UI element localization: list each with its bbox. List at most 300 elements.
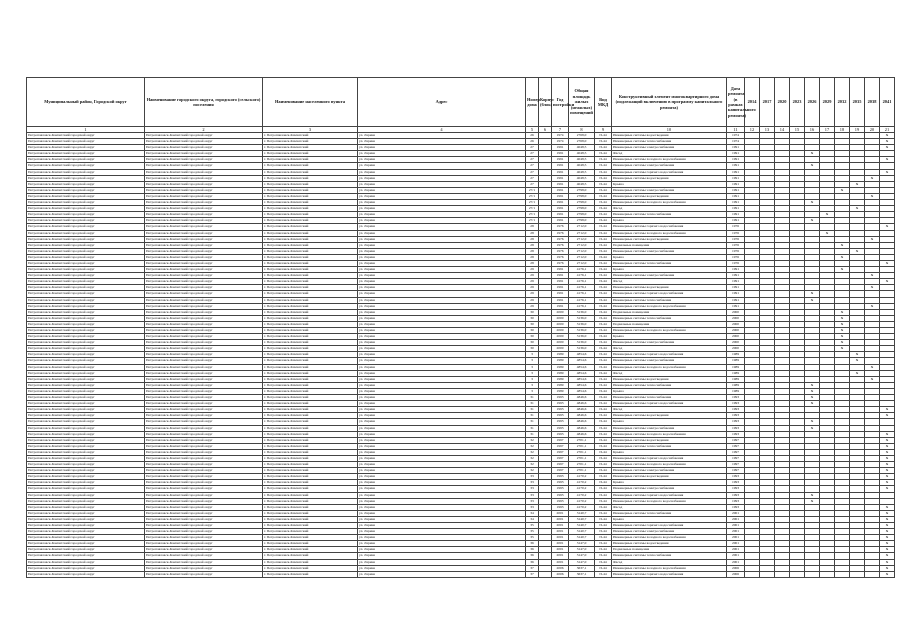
table-cell: 1991 [727,303,745,309]
table-cell: Инженерные системы теплоснабжения [612,260,727,266]
table-cell: Инженерные системы теплоснабжения [612,382,727,388]
year-mark-cell: X [835,334,850,340]
table-cell: г. Петропавловск-Камчатский [263,486,358,492]
table-cell: 1976 [727,254,745,260]
table-cell: Инженерные системы водоотведения [612,175,727,181]
table-cell: Подвальные помещения [612,321,727,327]
table-cell: П-44 [595,169,612,175]
table-cell: ул. Ларина [358,291,526,297]
table-cell: Петропавловск-Камчатский городской округ [27,510,145,516]
table-cell: г. Петропавловск-Камчатский [263,309,358,315]
table-cell: 2000 [552,346,569,352]
table-cell: 3136,0 [569,346,595,352]
table-cell: П-44 [595,443,612,449]
table-cell: Инженерные системы электроснабжения [612,273,727,279]
table-cell: 3637,1 [569,565,595,571]
table-cell: 1991 [727,279,745,285]
table-cell: 4048,5 [569,181,595,187]
table-cell: 1991 [727,200,745,206]
table-cell: ул. Ларина [358,328,526,334]
table-cell: 1991 [552,206,569,212]
table-cell: 30 [526,346,539,352]
table-cell: Инженерные системы горячего водоснабжения [612,571,727,577]
table-cell: 2006 [552,571,569,577]
table-cell: 1976 [552,248,569,254]
table-cell: 2001 [727,547,745,553]
year-mark-cell: X [865,273,880,279]
table-cell: Инженерные системы холодного водоснабжения [612,565,727,571]
table-cell: Петропавловск-Камчатский городской округ [145,449,263,455]
table-cell: 1976 [552,260,569,266]
table-cell: Петропавловск-Камчатский городской округ [27,346,145,352]
table-cell: Петропавловск-Камчатский городской округ [145,401,263,407]
table-cell: 1976 [727,248,745,254]
table-cell: Петропавловск-Камчатский городской округ [145,529,263,535]
table-cell: Инженерные системы горячего водоснабжения [612,523,727,529]
table-cell: 4846,6 [569,419,595,425]
table-cell: 1991 [552,297,569,303]
table-cell: 2712,0 [569,254,595,260]
year-mark-cell: X [805,498,820,504]
table-cell: г. Петропавловск-Камчатский [263,480,358,486]
table-cell: 2001 [727,535,745,541]
table-cell: г. Петропавловск-Камчатский [263,346,358,352]
year-mark-cell: X [835,242,850,248]
table-cell: г. Петропавловск-Камчатский [263,468,358,474]
table-cell: Петропавловск-Камчатский городской округ [27,565,145,571]
table-cell: 1997 [727,443,745,449]
table-cell: 1991 [727,291,745,297]
table-cell: ул. Ларина [358,468,526,474]
table-cell: Крыша [612,516,727,522]
table-cell: П-44 [595,565,612,571]
table-cell: 4846,6 [569,395,595,401]
year-mark-cell [775,571,790,577]
table-cell: 31 [526,413,539,419]
table-cell: г. Петропавловск-Камчатский [263,516,358,522]
table-cell: 1997 [727,455,745,461]
table-cell: Петропавловск-Камчатский городской округ [27,340,145,346]
table-cell: ул. Ларина [358,401,526,407]
table-cell: Петропавловск-Камчатский городской округ [145,224,263,230]
table-cell: 2712,0 [569,260,595,266]
year-mark-cell: X [835,321,850,327]
table-cell: 26 [526,139,539,145]
table-cell: 27 [526,157,539,163]
table-cell: 4854,6 [569,358,595,364]
year-mark-cell [850,571,865,577]
table-cell: г. Петропавловск-Камчатский [263,181,358,187]
year-mark-cell: X [880,468,895,474]
table-cell: П-44 [595,431,612,437]
table-cell: 3147,0 [569,547,595,553]
table-cell: Петропавловск-Камчатский городской округ [27,206,145,212]
table-cell: г. Петропавловск-Камчатский [263,474,358,480]
table-cell: П-44 [595,200,612,206]
table-cell: 1993 [727,395,745,401]
table-cell: 2000 [727,309,745,315]
table-cell: ул. Ларина [358,334,526,340]
table-cell: г. Петропавловск-Камчатский [263,200,358,206]
table-cell: г. Петропавловск-Камчатский [263,242,358,248]
table-cell: 30 [526,321,539,327]
table-cell: Петропавловск-Камчатский городской округ [145,516,263,522]
table-cell: 2798,0 [569,206,595,212]
table-cell: Петропавловск-Камчатский городской округ [27,401,145,407]
table-cell: П-44 [595,352,612,358]
table-cell: г. Петропавловск-Камчатский [263,541,358,547]
year-mark-cell: X [850,352,865,358]
table-cell: Петропавловск-Камчатский городской округ [145,498,263,504]
table-cell: ул. Ларина [358,486,526,492]
table-cell: г. Петропавловск-Камчатский [263,413,358,419]
table-cell: г. Петропавловск-Камчатский [263,358,358,364]
table-cell: 2000 [552,340,569,346]
table-cell: 1993 [727,498,745,504]
table-cell: 2000 [552,328,569,334]
table-cell: Петропавловск-Камчатский городской округ [27,364,145,370]
table-cell: Петропавловск-Камчатский городской округ [145,236,263,242]
table-cell: Инженерные системы электроснабжения [612,340,727,346]
table-cell: Инженерные системы горячего водоснабжения [612,291,727,297]
table-cell: Инженерные системы холодного водоснабжения [612,431,727,437]
column-header: 2020 [775,78,790,127]
table-cell: Петропавловск-Камчатский городской округ [145,315,263,321]
table-cell: Петропавловск-Камчатский городской округ [27,297,145,303]
table-cell: 1974 [552,133,569,139]
table-cell: 1993 [552,425,569,431]
table-cell: ул. Ларина [358,200,526,206]
table-cell: Петропавловск-Камчатский городской округ [27,480,145,486]
table-cell: 1991 [552,279,569,285]
table-cell: П-44 [595,230,612,236]
table-cell: 1991 [552,267,569,273]
table-cell: 1993 [552,480,569,486]
table-cell: Петропавловск-Камчатский городской округ [27,212,145,218]
year-mark-cell: X [850,358,865,364]
table-cell: г. Петропавловск-Камчатский [263,443,358,449]
year-mark-cell: X [835,309,850,315]
table-cell: Петропавловск-Камчатский городской округ [145,504,263,510]
table-cell: Петропавловск-Камчатский городской округ [27,462,145,468]
column-number: 17 [820,127,835,133]
table-cell: 30 [526,328,539,334]
table-cell: 3140,7 [569,529,595,535]
table-cell: 2001 [552,510,569,516]
table-cell: г. Петропавловск-Камчатский [263,547,358,553]
table-cell: 3140,7 [569,516,595,522]
table-cell: г. Петропавловск-Камчатский [263,388,358,394]
table-cell: 3136,0 [569,340,595,346]
table-cell: Петропавловск-Камчатский городской округ [145,254,263,260]
table-cell: 3 [526,382,539,388]
table-cell: Петропавловск-Камчатский городской округ [27,236,145,242]
table-cell: Петропавловск-Камчатский городской округ [145,193,263,199]
table-cell: Петропавловск-Камчатский городской округ [145,370,263,376]
table-cell: 1991 [727,175,745,181]
table-cell: 1997 [552,449,569,455]
table-cell: Инженерные системы водоотведения [612,474,727,480]
table-cell: 1997 [727,462,745,468]
table-cell: ул. Ларина [358,419,526,425]
table-cell [539,571,552,577]
table-cell: Петропавловск-Камчатский городской округ [27,279,145,285]
table-cell: 1993 [552,492,569,498]
year-mark-cell: X [835,340,850,346]
table-cell: ул. Ларина [358,559,526,565]
year-mark-cell: X [880,145,895,151]
table-cell: Инженерные системы теплоснабжения [612,395,727,401]
table-cell: 4846,6 [569,401,595,407]
table-cell: 1993 [552,504,569,510]
year-mark-cell: X [880,565,895,571]
year-mark-cell: X [880,455,895,461]
table-cell: 1991 [552,285,569,291]
table-cell: Петропавловск-Камчатский городской округ [27,248,145,254]
table-cell: 1976 [727,236,745,242]
table-cell: Петропавловск-Камчатский городской округ [27,431,145,437]
table-cell: Петропавловск-Камчатский городской округ [145,248,263,254]
table-cell: 30 [526,334,539,340]
table-cell: Петропавловск-Камчатский городской округ [145,181,263,187]
table-cell: П-44 [595,181,612,187]
table-cell: 2712,0 [569,242,595,248]
year-mark-cell: X [880,260,895,266]
table-cell: Петропавловск-Камчатский городской округ [27,529,145,535]
table-cell: Инженерные системы горячего водоснабжения [612,401,727,407]
table-cell: Петропавловск-Камчатский городской округ [145,297,263,303]
table-cell: П-44 [595,242,612,248]
table-cell: 4176,1 [569,267,595,273]
table-cell: Петропавловск-Камчатский городской округ [27,151,145,157]
table-cell: 28 [526,236,539,242]
table-cell: 4048,5 [569,151,595,157]
table-cell: ул. Ларина [358,358,526,364]
table-cell: Петропавловск-Камчатский городской округ [145,285,263,291]
table-cell: 4048,5 [569,145,595,151]
column-number: 14 [775,127,790,133]
table-cell: Петропавловск-Камчатский городской округ [27,407,145,413]
table-cell: П-44 [595,358,612,364]
table-cell: 2701,1 [569,468,595,474]
table-cell: Инженерные системы электроснабжения [612,529,727,535]
table-cell: 1989 [727,382,745,388]
table-cell: 4846,6 [569,407,595,413]
table-cell: 31 [526,431,539,437]
table-cell: 3136,0 [569,321,595,327]
table-cell: П-44 [595,486,612,492]
table-cell: Петропавловск-Камчатский городской округ [27,163,145,169]
table-cell: 2001 [727,529,745,535]
table-cell: П-44 [595,401,612,407]
table-cell: г. Петропавловск-Камчатский [263,315,358,321]
table-cell: П-44 [595,523,612,529]
table-cell: 2768,0 [569,133,595,139]
table-cell: Петропавловск-Камчатский городской округ [27,474,145,480]
table-cell: 1976 [552,230,569,236]
table-cell: Петропавловск-Камчатский городской округ [27,334,145,340]
header-row [27,78,895,127]
table-cell: 2001 [727,523,745,529]
table-cell: 2006 [552,565,569,571]
table-cell: Петропавловск-Камчатский городской округ [145,462,263,468]
table-cell: ул. Ларина [358,273,526,279]
table-cell: Петропавловск-Камчатский городской округ [145,486,263,492]
table-cell: Петропавловск-Камчатский городской округ [145,364,263,370]
year-mark-cell: X [880,553,895,559]
table-cell: 4176,1 [569,297,595,303]
table-cell: 1989 [727,370,745,376]
table-cell: 3 [526,376,539,382]
table-cell: Инженерные системы электроснабжения [612,468,727,474]
table-cell: г. Петропавловск-Камчатский [263,297,358,303]
table-cell: ул. Ларина [358,492,526,498]
table-cell: Петропавловск-Камчатский городской округ [27,200,145,206]
column-header: 2035 [850,78,865,127]
table-cell: 31 [526,407,539,413]
table-cell: 2001 [727,516,745,522]
table-cell: г. Петропавловск-Камчатский [263,510,358,516]
table-cell: Петропавловск-Камчатский городской округ [27,358,145,364]
year-mark-cell: X [880,133,895,139]
table-cell: 2701,1 [569,443,595,449]
table-cell: 1991 [727,285,745,291]
table-cell: ул. Ларина [358,279,526,285]
table-cell: 1991 [552,200,569,206]
table-cell: г. Петропавловск-Камчатский [263,565,358,571]
table-cell: П-44 [595,157,612,163]
table-cell: 2712,0 [569,230,595,236]
column-number: 15 [790,127,805,133]
table-cell: г. Петропавловск-Камчатский [263,571,358,577]
table-cell: П-44 [595,455,612,461]
column-header: Номер дома [526,78,539,127]
table-cell: П-44 [595,370,612,376]
table-cell: ул. Ларина [358,285,526,291]
table-cell: ул. Ларина [358,388,526,394]
table-cell: 27/1 [526,212,539,218]
table-cell: Крыша [612,254,727,260]
table-cell: 1991 [727,169,745,175]
table-cell: 36 [526,547,539,553]
table-cell: 3 [526,358,539,364]
year-mark-cell [760,571,775,577]
table-cell: Петропавловск-Камчатский городской округ [27,498,145,504]
table-cell: 4176,1 [569,273,595,279]
table-cell: Петропавловск-Камчатский городской округ [145,535,263,541]
table-cell: 1997 [727,437,745,443]
table-cell: 33 [526,492,539,498]
table-cell: г. Петропавловск-Камчатский [263,334,358,340]
table-cell: ул. Ларина [358,498,526,504]
table-cell: ул. Ларина [358,370,526,376]
table-cell: Фасад [612,407,727,413]
table-cell: Петропавловск-Камчатский городской округ [27,541,145,547]
table-cell: 1991 [727,206,745,212]
table-cell: 28 [526,254,539,260]
table-cell: ул. Ларина [358,462,526,468]
table-cell: 1989 [727,376,745,382]
table-cell: 2001 [552,523,569,529]
table-cell: 1993 [552,413,569,419]
table-cell: Петропавловск-Камчатский городской округ [145,388,263,394]
table-cell: 28 [526,260,539,266]
year-mark-cell: X [835,267,850,273]
table-cell: 35 [526,535,539,541]
table-cell: Инженерные системы холодного водоснабжения [612,364,727,370]
table-cell: 27 [526,169,539,175]
table-cell: г. Петропавловск-Камчатский [263,437,358,443]
table-cell: г. Петропавловск-Камчатский [263,395,358,401]
table-cell: ул. Ларина [358,260,526,266]
table-cell: 31 [526,419,539,425]
table-cell: Петропавловск-Камчатский городской округ [27,571,145,577]
table-cell: 4170,2 [569,498,595,504]
table-cell: 1991 [727,181,745,187]
column-number: 4 [358,127,526,133]
table-cell: 2701,1 [569,455,595,461]
table-cell: П-44 [595,334,612,340]
table-cell: Петропавловск-Камчатский городской округ [145,510,263,516]
table-cell: Петропавловск-Камчатский городской округ [27,352,145,358]
table-cell: г. Петропавловск-Камчатский [263,364,358,370]
table-cell: ул. Ларина [358,340,526,346]
table-cell: Фасад [612,559,727,565]
table-cell: Петропавловск-Камчатский городской округ [27,193,145,199]
table-cell: П-44 [595,516,612,522]
table-cell: Петропавловск-Камчатский городской округ [27,559,145,565]
table-cell: 1976 [727,260,745,266]
table-cell: Петропавловск-Камчатский городской округ [145,352,263,358]
table-cell: Петропавловск-Камчатский городской округ [145,480,263,486]
table-cell: ул. Ларина [358,547,526,553]
table-cell: Подвальные помещения [612,309,727,315]
table-cell: П-44 [595,254,612,260]
table-cell: ул. Ларина [358,254,526,260]
table-cell: П-44 [595,187,612,193]
table-cell: 1974 [727,139,745,145]
year-mark-cell: X [865,236,880,242]
table-cell: Петропавловск-Камчатский городской округ [27,139,145,145]
year-mark-cell: X [880,443,895,449]
table-cell: Инженерные системы теплоснабжения [612,139,727,145]
table-cell: Петропавловск-Камчатский городской округ [145,157,263,163]
table-cell: ул. Ларина [358,407,526,413]
table-cell: П-44 [595,151,612,157]
table-cell: 1989 [552,388,569,394]
table-cell: 1991 [552,303,569,309]
table-cell: 3 [526,352,539,358]
table-cell: 2001 [727,559,745,565]
table-cell: 1991 [552,187,569,193]
table-cell: 1991 [552,193,569,199]
column-header: Общая площадь жилых (нежилых) помещений [569,78,595,127]
table-cell: 32 [526,462,539,468]
table-cell: 36 [526,553,539,559]
table-cell: 3147,0 [569,553,595,559]
table-cell: Петропавловск-Камчатский городской округ [27,425,145,431]
table-cell: 29 [526,279,539,285]
table-cell: П-44 [595,437,612,443]
table-cell: 1993 [552,486,569,492]
table-cell: Петропавловск-Камчатский городской округ [27,315,145,321]
year-mark-cell: X [880,504,895,510]
table-cell: П-44 [595,504,612,510]
table-cell: ул. Ларина [358,187,526,193]
table-cell: Инженерные системы электроснабжения [612,248,727,254]
table-cell: 2001 [727,553,745,559]
column-number: 19 [850,127,865,133]
